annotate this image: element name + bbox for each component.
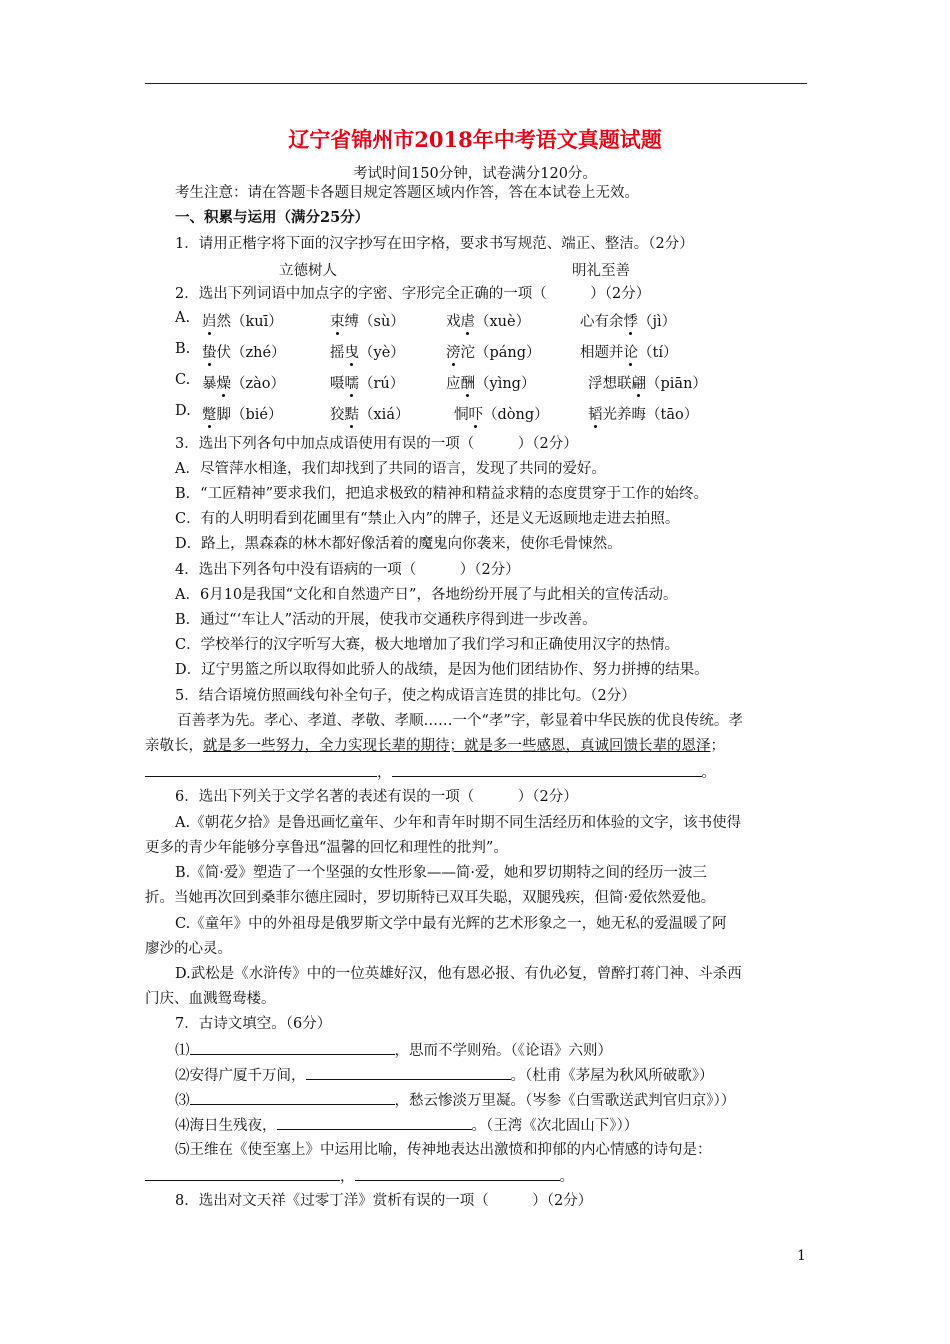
q7-stem: 7．古诗文填空。（6分） bbox=[175, 1016, 332, 1032]
q5-stem: 5．结合语境仿照画线句补全句子，使之构成语言连贯的排比句。（2分） bbox=[175, 688, 636, 704]
notice: 考生注意：请在答题卡各题目规定答题区域内作答，答在本试卷上无效。 bbox=[175, 185, 639, 201]
q6-stem: 6．选出下列关于文学名著的表述有误的一项（ ）（2分） bbox=[175, 789, 578, 805]
q4-option-b: B．通过“‘车让人”活动的开展，使我市交通秩序得到进一步改善。 bbox=[175, 612, 597, 628]
section-heading: 一、积累与运用（满分25分） bbox=[175, 209, 370, 226]
q6-option-a-line1: A.《朝花夕拾》是鲁迅画忆童年、少年和青年时期不同生活经历和体验的文字，该书使得 bbox=[175, 815, 742, 831]
q3-stem: 3．选出下列各句中加点成语使用有误的一项（ ）（2分） bbox=[175, 436, 578, 452]
header-rule bbox=[145, 83, 807, 84]
page-title: 辽宁省锦州市2018年中考语文真题试题 bbox=[288, 127, 662, 152]
q2-word: 摇曳（yè） bbox=[330, 345, 405, 361]
q7-blank-5[interactable] bbox=[145, 1166, 340, 1181]
q3-option-d: D．路上，黑森森的林木都好像活着的魔鬼向你袭来，使你毛骨悚然。 bbox=[175, 536, 622, 552]
q1-stem: 1．请用正楷字将下面的汉字抄写在田字格，要求书写规范、端正、整洁。（2分） bbox=[175, 236, 694, 252]
q6-option-a-line2: 更多的青少年能够分享鲁迅“温馨的回忆和理性的批判”。 bbox=[145, 840, 508, 856]
q5-answer-line: ， 。 bbox=[145, 762, 716, 783]
q1-phrase-1: 立德树人 bbox=[279, 263, 337, 279]
q8-stem: 8．选出对文天祥《过零丁洋》赏析有误的一项（ ）（2分） bbox=[175, 1193, 593, 1209]
q2-stem: 2．选出下列词语中加点字的字密、字形完全正确的一项（ ）（2分） bbox=[175, 286, 651, 302]
q6-option-b-line2: 折。当她再次回到桑菲尔德庄园时，罗切斯特已双耳失聪，双腿残疾，但简·爱依然爱他。 bbox=[145, 890, 716, 906]
q4-option-d: D．辽宁男篮之所以取得如此骄人的战绩，是因为他们团结协作、努力拼搏的结果。 bbox=[175, 662, 709, 678]
q2-word: 嗫嚅（rú） bbox=[330, 376, 405, 392]
q7-item-5: ⑸王维在《使至塞上》中运用比喻，传神地表达出激愤和抑郁的内心情感的诗句是： bbox=[175, 1142, 712, 1158]
q7-item-1: ⑴ ，思而不学则殆。（《论语》六则） bbox=[175, 1040, 612, 1061]
q2-word: 蹩脚（bié） bbox=[202, 407, 283, 423]
q7-item-5-answer: ， 。 bbox=[145, 1166, 574, 1187]
q3-option-b: B．“工匠精神”要求我们，把追求极致的精神和精益求精的态度贯穿于工作的始终。 bbox=[175, 486, 708, 502]
q2-word: 韬光养晦（tāo） bbox=[588, 407, 699, 423]
q2-word: 浮想联翩（piān） bbox=[588, 376, 707, 392]
q2-word: 心有余悸（jì） bbox=[580, 314, 677, 330]
q7-blank-1[interactable] bbox=[190, 1040, 395, 1055]
q6-option-c-line2: 廖沙的心灵。 bbox=[145, 941, 232, 957]
q2-word: 岿然（kuī） bbox=[202, 314, 283, 330]
q6-option-b-line1: B.《简·爱》塑造了一个坚强的女性形象——简·爱，她和罗切期特之间的经历一波三 bbox=[175, 865, 707, 881]
q7-blank-6[interactable] bbox=[355, 1166, 560, 1181]
q2-word: 戏虐（xuè） bbox=[446, 314, 531, 330]
q7-item-2: ⑵安得广厦千万间， 。（杜甫《茅屋为秋风所破歌》） bbox=[175, 1065, 714, 1086]
q5-passage-line2: 亲敬长，就是多一些努力，全力实现长辈的期待；就是多一些感恩，真诚回馈长辈的恩泽； bbox=[145, 738, 725, 754]
q4-option-a: A．6月10是我国“文化和自然遗产日”，各地纷纷开展了与此相关的宣传活动。 bbox=[175, 587, 678, 603]
q5-passage-line1: 百善孝为先。孝心、孝道、孝敬、孝顺……一个“孝”字，彰显着中华民族的优良传统。孝 bbox=[177, 713, 743, 729]
q1-phrase-2: 明礼至善 bbox=[572, 263, 630, 279]
q4-option-c: C．学校举行的汉字听写大赛，极大地增加了我们学习和正确使用汉字的热情。 bbox=[175, 637, 680, 653]
q3-option-a: A．尽管萍水相逢，我们却找到了共同的语言，发现了共同的爱好。 bbox=[175, 461, 606, 477]
q4-stem: 4．选出下列各句中没有语病的一项（ ）（2分） bbox=[175, 562, 520, 578]
q6-option-d-line1: D.武松是《水浒传》中的一位英雄好汉，他有恩必报、有仇必复，曾醉打蒋门神、斗杀西 bbox=[175, 966, 742, 982]
q2-word: 恫吓（dòng） bbox=[454, 407, 549, 423]
q5-blank-1[interactable] bbox=[145, 762, 377, 777]
q7-blank-4[interactable] bbox=[277, 1115, 472, 1130]
q6-option-d-line2: 门庆、血溅鸳鸯楼。 bbox=[145, 991, 276, 1007]
q7-item-4: ⑷海日生残夜， 。（王湾《次北固山下》）） bbox=[175, 1115, 638, 1136]
q2-word: 暴燥（zào） bbox=[202, 376, 286, 392]
q2-word: 狡黠（xiá） bbox=[330, 407, 410, 423]
q2-word: 蛰伏（zhé） bbox=[202, 345, 286, 361]
q2-word: 应酬（yìng） bbox=[446, 376, 536, 392]
q7-blank-3[interactable] bbox=[190, 1090, 395, 1105]
exam-info: 考试时间150分钟，试卷满分120分。 bbox=[353, 166, 597, 182]
q2-word: 束缚（sù） bbox=[330, 314, 405, 330]
q2-word: 相题并论（tí） bbox=[580, 345, 678, 361]
q7-blank-2[interactable] bbox=[306, 1065, 511, 1080]
page-number: 1 bbox=[797, 1248, 806, 1264]
q5-blank-2[interactable] bbox=[392, 762, 702, 777]
q2-word: 滂沱（páng） bbox=[446, 345, 541, 361]
q3-option-c: C．有的人明明看到花圃里有“禁止入内”的牌子，还是义无返顾地走进去拍照。 bbox=[175, 511, 680, 527]
q5-underlined-sentence: 就是多一些努力，全力实现长辈的期待；就是多一些感恩，真诚回馈长辈的恩泽 bbox=[203, 738, 711, 754]
q6-option-c-line1: C.《童年》中的外祖母是俄罗斯文学中最有光辉的艺术形象之一，她无私的爱温暖了阿 bbox=[175, 916, 727, 932]
q7-item-3: ⑶ ，愁云惨淡万里凝。（岑参《白雪歌送武判官归京》）） bbox=[175, 1090, 735, 1111]
